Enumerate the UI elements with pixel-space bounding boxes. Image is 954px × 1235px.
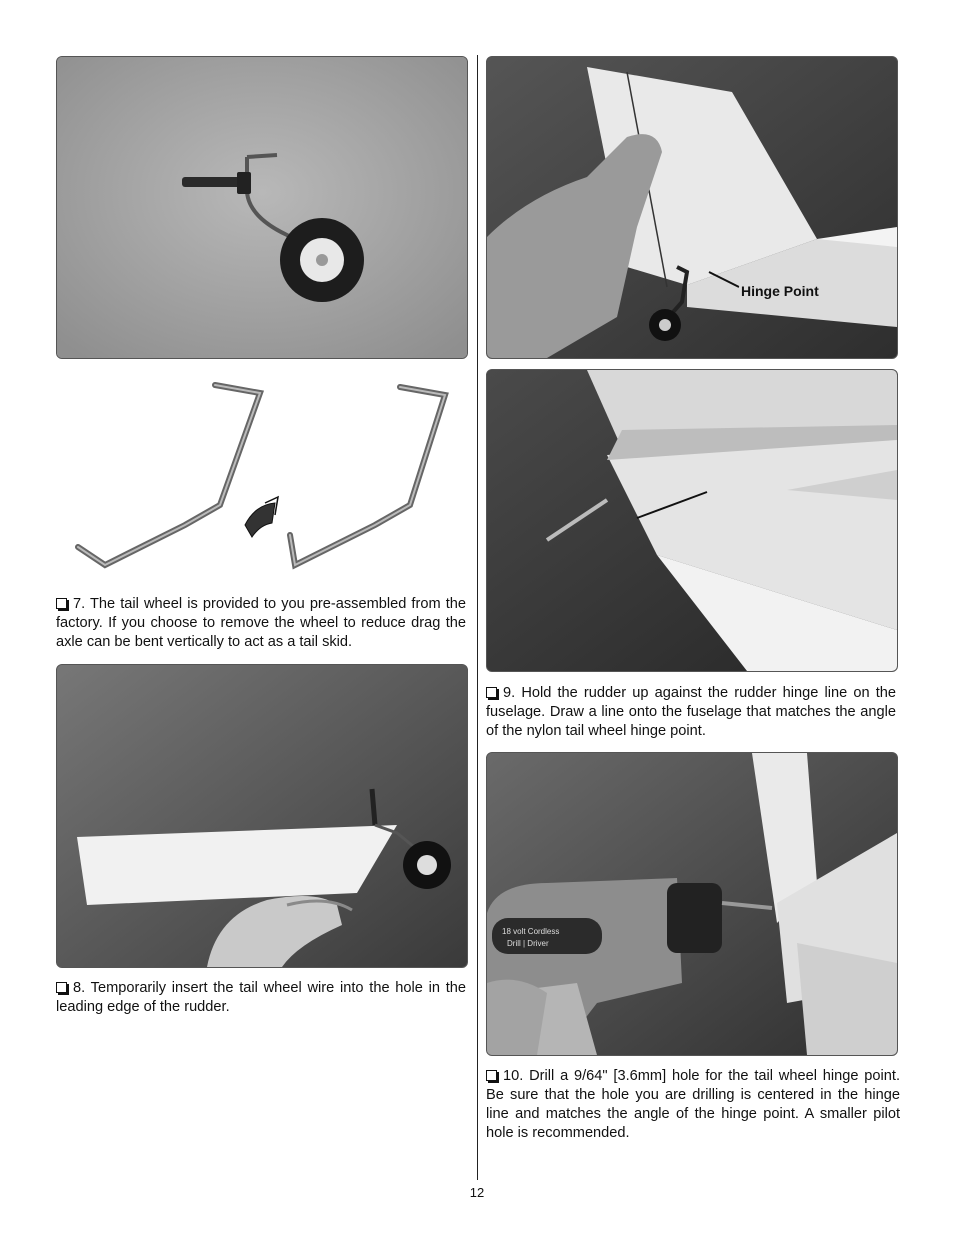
step-9 <box>486 684 896 741</box>
diagram-wire-bend <box>60 375 460 570</box>
drilling-hinge-hole-image <box>487 753 897 1055</box>
step-10-checkbox[interactable] <box>486 1070 497 1081</box>
photo-rudder-hinge-point <box>486 56 898 359</box>
step-8-number: 8. <box>73 980 86 996</box>
step-7-checkbox[interactable] <box>56 598 67 609</box>
step-8-checkbox[interactable] <box>56 982 67 993</box>
step-9-text: Hold the rudder up against the rudder hinge line on the fuselage. Draw a line onto the fuselage that matches the angle of the nylon tail wheel hinge point. <box>486 685 896 739</box>
photo-rudder-tail-wheel <box>56 664 468 968</box>
drill-label-line1: 18 volt Cordless <box>502 927 560 936</box>
tail-wheel-assembly-image <box>57 57 467 358</box>
photo-drilling-hinge-hole <box>486 752 898 1056</box>
step-9-checkbox[interactable] <box>486 687 497 698</box>
step-7-text: The tail wheel is provided to you pre-assembled from the factory. If you choose to remove the wheel to reduce drag the axle can be bent vertically to act as a tail skid. <box>56 596 466 650</box>
step-7 <box>56 595 466 652</box>
hinge-line-marked-image <box>487 370 897 671</box>
hinge-point-callout: Hinge Point <box>741 283 819 299</box>
page-number: 12 <box>469 1185 485 1200</box>
column-divider <box>477 55 478 1180</box>
rudder-tail-wheel-image <box>57 665 467 967</box>
step-8 <box>56 979 466 1017</box>
step-8-text: Temporarily insert the tail wheel wire into the hole in the leading edge of the rudder. <box>56 980 466 1015</box>
step-10-number: 10. <box>503 1068 524 1084</box>
step-10-text: Drill a 9/64" [3.6mm] hole for the tail wheel hinge point. Be sure that the hole you are drilling is centered in the hinge line and matches the angle of the hinge point. A smaller pilot hole is recommended. <box>486 1068 900 1141</box>
photo-hinge-line-marked <box>486 369 898 672</box>
rudder-hinge-point-image <box>487 57 897 358</box>
step-10 <box>486 1067 900 1143</box>
drill-label-line2: Drill | Driver <box>507 939 549 948</box>
step-7-number: 7. <box>73 596 86 612</box>
photo-tail-wheel-assembly <box>56 56 468 359</box>
step-9-number: 9. <box>503 685 516 701</box>
